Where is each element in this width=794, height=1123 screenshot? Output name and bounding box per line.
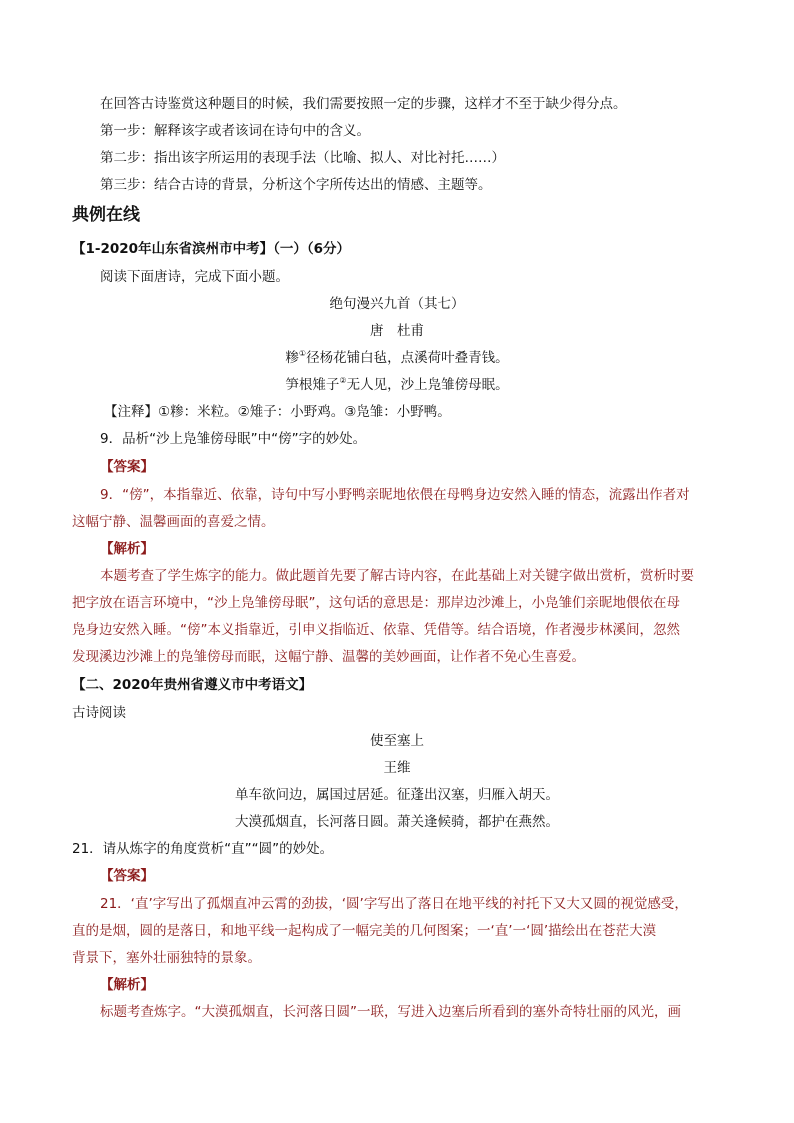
example-two-instruction: 古诗阅读 <box>72 705 126 721</box>
step-three: 第三步：结合古诗的背景，分析这个字所传达出的情感、主题等。 <box>100 177 492 193</box>
poem-text: 糁 <box>285 350 299 366</box>
question: 9．品析“沙上凫雏傍母眠”中“傍”字的妙处。 <box>100 431 367 447</box>
analysis-text: 凫身边安然入睡。“傍”本义指靠近，引申义指临近、依靠、凭借等。结合语境，作者漫步林溪间，忽然 <box>72 622 680 638</box>
analysis-label: 【解析】 <box>100 541 154 557</box>
example-two-header: 【二、2020年贵州省遵义市中考语文】 <box>72 677 313 693</box>
answer-text: 这幅宁静、温馨画面的喜爱之情。 <box>72 514 275 530</box>
step-one: 第一步：解释该字或者该词在诗句中的含义。 <box>100 123 370 139</box>
answer-label: 【答案】 <box>100 459 154 475</box>
answer-text: 9．“傍”，本指靠近、依靠，诗句中写小野鸭亲昵地依偎在母鸭身边安然入睡的情态，流露出作者对 <box>100 487 690 503</box>
analysis-text: 本题考查了学生炼字的能力。做此题首先要了解古诗内容，在此基础上对关键字做出赏析，赏析时要 <box>100 568 694 584</box>
section-title: 典例在线 <box>72 205 140 225</box>
poem-text: 径杨花铺白毡，点溪荷叶叠青钱。 <box>306 350 509 366</box>
poem-author: 王维 <box>383 760 411 776</box>
answer-text: 21．‘直’字写出了孤烟直冲云霄的劲拔，‘圆’字写出了落日在地平线的衬托下又大又圆的视觉感受， <box>100 896 688 912</box>
analysis-text: 标题考查炼字。“大漠孤烟直，长河落日圆”一联，写进入边塞后所看到的塞外奇特壮丽的风光，画 <box>100 1004 681 1020</box>
poem-text: 笋根雉子 <box>285 377 340 393</box>
answer-text: 直的是烟，圆的是落日，和地平线一起构成了一幅完美的几何图案；一‘直’一‘圆’描绘出在苍茫大漠 <box>72 923 657 939</box>
footnote-marker: ① <box>298 349 307 358</box>
answer-text: 背景下，塞外壮丽独特的景象。 <box>72 950 261 966</box>
step-two: 第二步：指出该字所运用的表现手法（比喻、拟人、对比衬托……） <box>100 150 505 166</box>
answer-label: 【答案】 <box>100 868 154 884</box>
poem-line <box>0 349 794 367</box>
poem-title: 使至塞上 <box>370 733 424 749</box>
poem-line: 大漠孤烟直，长河落日圆。萧关逢候骑，都护在燕然。 <box>235 814 559 830</box>
footnote-marker: ② <box>339 376 347 385</box>
poem-text: 无人见，沙上凫雏傍母眠。 <box>346 377 509 393</box>
intro-line: 在回答古诗鉴赏这种题目的时候，我们需要按照一定的步骤，这样才不至于缺少得分点。 <box>100 96 627 112</box>
question: 21．请从炼字的角度赏析“直”“圆”的妙处。 <box>72 841 334 857</box>
poem-author: 唐 杜甫 <box>370 323 424 339</box>
poem-line <box>0 376 794 394</box>
analysis-text: 发现溪边沙滩上的凫雏傍母而眠，这幅宁静、温馨的美妙画面，让作者不免心生喜爱。 <box>72 649 585 665</box>
analysis-text: 把字放在语言环境中，“沙上凫雏傍母眠”，这句话的意思是：那岸边沙滩上，小凫雏们亲昵地偎依在母 <box>72 595 680 611</box>
poem-title: 绝句漫兴九首（其七） <box>329 296 465 312</box>
notes: 【注释】①糁：米粒。②雉子：小野鸡。③凫雏：小野鸭。 <box>104 404 451 420</box>
analysis-label: 【解析】 <box>100 977 154 993</box>
poem-line: 单车欲问边，属国过居延。征蓬出汉塞，归雁入胡天。 <box>235 787 559 803</box>
example-one-instruction: 阅读下面唐诗，完成下面小题。 <box>100 269 289 285</box>
example-one-header: 【1-2020年山东省滨州市中考】（一）（6分） <box>72 241 350 257</box>
